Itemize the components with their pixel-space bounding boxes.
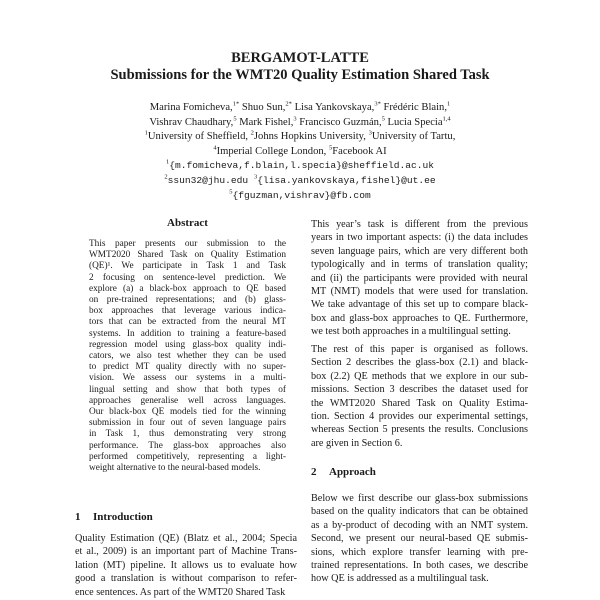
- affiliation: Facebook AI: [332, 145, 387, 157]
- text-line: how QE is addressed as a multilingual task.: [311, 573, 489, 585]
- author-name: Frédéric Blain,: [380, 102, 448, 113]
- section-title: Approach: [329, 466, 376, 478]
- text-line: explore (a) a black-box approach to QE based: [89, 283, 286, 294]
- intro-heading: [75, 511, 153, 524]
- text-line: Below we first describe our glass-box submissions: [311, 493, 528, 504]
- text-line: based on the quality indicators that can be obtained: [311, 506, 528, 518]
- intro-text: [75, 532, 297, 599]
- text-line: to predict MT quality directly with no super-: [89, 362, 286, 373]
- email-sup: 5: [229, 188, 233, 196]
- text-line: years in two important aspects: (i) the data includes: [311, 232, 528, 244]
- right-column: [311, 0, 528, 600]
- text-line: performance. The glass-box approaches also: [89, 440, 286, 451]
- text-line: Quality Estimation (QE) (Blatz et al., 2004; Specia: [75, 533, 297, 544]
- text-line: seven language pairs, which are very different both: [311, 245, 528, 257]
- text-line: box and glass-box approaches to QE. Furthermore,: [311, 312, 528, 324]
- affiliation: Imperial College London,: [216, 145, 329, 157]
- text-line: lingual setting and show that both types of: [89, 384, 286, 395]
- author-name: Mark Fishel,: [236, 116, 294, 128]
- text-line: cators, we also test whether they can be used: [89, 351, 286, 362]
- author-sup: 1: [447, 100, 451, 108]
- abstract-text: [89, 239, 286, 474]
- right-paragraph-2: [311, 343, 528, 450]
- text-line: and (ii) the participants were provided with neural: [311, 272, 528, 284]
- approach-text: [311, 492, 528, 586]
- text-line: typologically and in terms of translation quality;: [311, 259, 528, 271]
- email-address[interactable]: {lisa.yankovskaya,fishel}@ut.ee: [257, 174, 436, 186]
- right-paragraph-1: [311, 218, 528, 339]
- text-line: ence sentences. As part of the WMT20 Shared Task: [75, 586, 286, 598]
- email-address[interactable]: {fguzman,vishrav}@fb.com: [232, 189, 371, 201]
- text-line: (QE)¹. We participate in Task 1 and Task: [89, 261, 286, 272]
- text-line: regression model using glass-box quality indi-: [89, 339, 286, 350]
- author-sup: 5: [381, 115, 385, 123]
- email-sup: 2: [164, 173, 168, 181]
- text-line: as a by-product of decoding with an NMT system.: [311, 519, 528, 531]
- email-sup: 1: [165, 158, 170, 166]
- author-name: Vishrav Chaudhary,: [149, 116, 234, 128]
- text-line: approaches generalise well across languages.: [89, 395, 286, 406]
- left-column: [75, 0, 297, 600]
- affil-sup: 4: [213, 144, 217, 152]
- text-line: This paper presents our submission to the: [89, 239, 286, 249]
- affil-sup: 2: [250, 129, 254, 137]
- text-line: et al., 2009) is an important part of Machine Trans-: [75, 546, 297, 558]
- approach-heading: [311, 466, 376, 479]
- text-line: Our black-box QE models tied for the winning: [89, 407, 286, 418]
- text-line: We take advantage of this set up to compare black-: [311, 299, 528, 311]
- text-line: submission in four out of seven language pairs: [89, 418, 286, 429]
- text-line: trained representations. In both cases, we describe: [311, 560, 528, 572]
- author-sup: 1,4: [442, 115, 451, 123]
- affiliation: University of Tartu,: [371, 131, 456, 143]
- text-line: Section 2 describes the glass-box (2.1) and black-: [311, 357, 528, 369]
- affil-sup: 5: [328, 144, 333, 152]
- paper-title-line2: Submissions for the WMT20 Quality Estimation Shared Task: [110, 67, 490, 83]
- text-line: systems. In addition to training a feature-based: [89, 328, 286, 339]
- email-address[interactable]: {m.fomicheva,f.blain,l.specia}@sheffield.ac.uk: [169, 160, 435, 172]
- abstract-heading: Abstract: [167, 217, 208, 229]
- author-sup: 5: [233, 115, 237, 123]
- text-line: This year’s task is different from the previous: [311, 219, 528, 230]
- text-line: performed competitively, representing a light-: [89, 451, 286, 462]
- section-title: Introduction: [93, 511, 153, 523]
- affiliation: University of Sheffield,: [147, 131, 251, 143]
- author-name: Francisco Guzmán,: [296, 116, 382, 128]
- text-line: the WMT2020 Shared Task on Quality Estima-: [311, 397, 528, 409]
- text-line: tors that can be extracted from the neural MT: [89, 317, 286, 328]
- author-sup: 2*: [285, 100, 292, 108]
- text-line: we test both approaches in a multilingual setting.: [311, 326, 511, 338]
- section-number: 1: [75, 511, 81, 523]
- affil-sup: 1: [144, 129, 148, 137]
- affiliation: Johns Hopkins University,: [253, 131, 369, 143]
- text-line: good a translation is without comparison to refer-: [75, 573, 297, 585]
- text-line: sions, which explore transfer learning with pre-: [311, 546, 528, 558]
- text-line: WMT2020 Shared Task on Quality Estimation: [89, 250, 286, 261]
- text-line: weight alternative to the neural-based models.: [89, 463, 261, 474]
- text-line: tion. Section 4 provides our experimental settings,: [311, 411, 528, 423]
- author-name: Marina Fomicheva,: [149, 102, 233, 113]
- author-sup: 3: [293, 115, 297, 123]
- text-line: lation (MT) pipeline. It allows us to evaluate how: [75, 559, 297, 571]
- affil-sup: 3: [368, 129, 372, 137]
- email-sup: 3: [253, 173, 258, 181]
- text-line: vision. We assess our systems in a multi-: [89, 373, 286, 384]
- section-number: 2: [311, 466, 317, 478]
- text-line: The rest of this paper is organised as follows.: [311, 344, 528, 355]
- author-name: Lucia Specia: [384, 116, 443, 128]
- text-line: missions. Section 3 describes the dataset used for: [311, 384, 528, 396]
- text-line: box (2.2) QE methods that we explore in our sub-: [311, 370, 528, 382]
- text-line: box approaches that leverage various indica-: [89, 306, 286, 317]
- author-name: Lisa Yankovskaya,: [291, 102, 375, 113]
- email-address[interactable]: ssun32@jhu.edu: [167, 174, 254, 186]
- author-sup: 3*: [374, 100, 381, 108]
- text-line: Second, we present our neural-based QE submis-: [311, 533, 528, 545]
- text-line: MT (NMT) models that were used for translation.: [311, 286, 528, 298]
- text-line: whereas Section 5 presents the results. Conclusions: [311, 424, 528, 436]
- author-name: Shuo Sun,: [239, 102, 286, 113]
- text-line: in Task 1, thus demonstrating very strong: [89, 429, 286, 440]
- text-line: on pre-trained representations; and (b) glass-: [89, 295, 286, 306]
- text-line: 2 focusing on sentence-level prediction. We: [89, 272, 286, 283]
- paper-title-line1: BERGAMOT-LATTE: [231, 50, 369, 66]
- author-sup: 1*: [232, 100, 240, 108]
- text-line: are given in Section 6.: [311, 437, 403, 449]
